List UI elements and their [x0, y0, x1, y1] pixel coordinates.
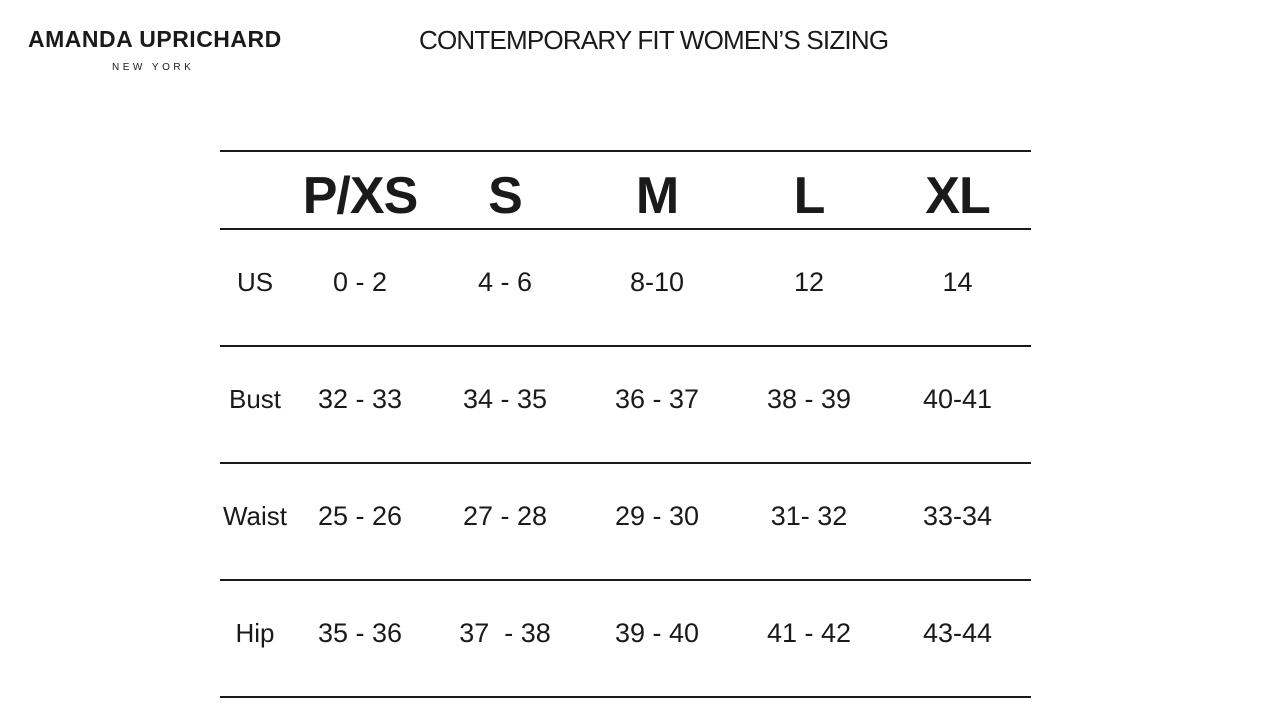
size-cell-bust-s: 34 - 35 [462, 384, 548, 414]
size-col-header-xl: XL [925, 167, 990, 225]
size-cell-hip-m: 39 - 40 [614, 618, 700, 648]
row-label-hip: Hip [235, 618, 275, 648]
size-cell-waist-pxs: 25 - 26 [317, 501, 403, 531]
page-title: CONTEMPORARY FIT WOMEN’S SIZING [419, 25, 889, 55]
row-label-waist: Waist [222, 501, 288, 531]
size-col-header-s: S [488, 167, 522, 225]
size-table [220, 150, 1031, 698]
size-col-header-l: L [793, 167, 825, 225]
table-row-waist [220, 464, 1031, 581]
size-cell-us-l: 12 [793, 267, 825, 297]
size-cell-bust-l: 38 - 39 [766, 384, 852, 414]
row-label-us: US [236, 267, 274, 297]
size-cell-bust-pxs: 32 - 33 [317, 384, 403, 414]
size-cell-hip-l: 41 - 42 [766, 618, 852, 648]
size-col-header-m: M [635, 167, 679, 225]
size-cell-waist-xl: 33-34 [922, 501, 993, 531]
size-cell-bust-m: 36 - 37 [614, 384, 700, 414]
table-row-hip [220, 581, 1031, 698]
size-cell-waist-l: 31- 32 [770, 501, 848, 531]
row-label-bust: Bust [228, 384, 282, 414]
size-cell-hip-xl: 43-44 [922, 618, 993, 648]
size-cell-waist-m: 29 - 30 [614, 501, 700, 531]
brand-name: AMANDA UPRICHARD [28, 26, 282, 52]
size-cell-waist-s: 27 - 28 [462, 501, 548, 531]
size-cell-us-s: 4 - 6 [477, 267, 533, 297]
size-cell-us-xl: 14 [942, 267, 973, 297]
size-col-header-pxs: P/XS [302, 167, 418, 225]
table-row-us [220, 230, 1031, 347]
size-cell-hip-pxs: 35 - 36 [317, 618, 403, 648]
size-cell-us-m: 8-10 [629, 267, 685, 297]
size-cell-us-pxs: 0 - 2 [332, 267, 388, 297]
brand-logo [28, 26, 282, 73]
size-table-header-row [220, 152, 1031, 230]
corner-cell [220, 152, 290, 228]
brand-city: NEW YORK [112, 62, 195, 73]
size-cell-bust-xl: 40-41 [922, 384, 993, 414]
table-row-bust [220, 347, 1031, 464]
size-cell-hip-s: 37 - 38 [459, 618, 551, 648]
